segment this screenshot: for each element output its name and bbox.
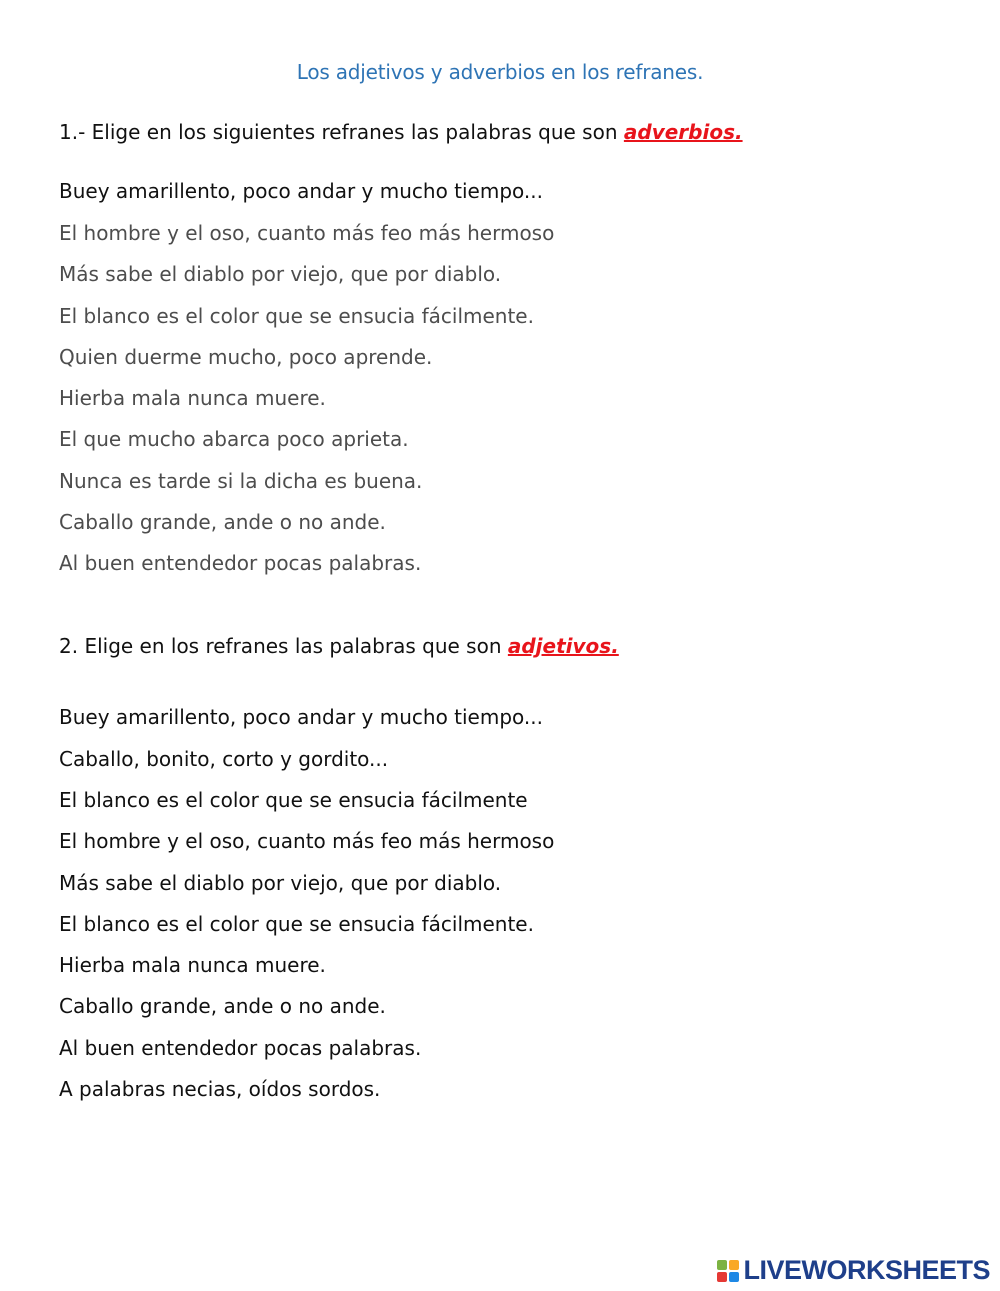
section2-line: Más sabe el diablo por viejo, que por diablo.: [59, 871, 502, 895]
section1-line: Quien duerme mucho, poco aprende.: [59, 345, 433, 369]
section1-heading: [59, 120, 743, 144]
section2-line: Caballo, bonito, corto y gordito...: [59, 747, 389, 771]
section1-line: Hierba mala nunca muere.: [59, 386, 326, 410]
section2-line: El blanco es el color que se ensucia fácilmente: [59, 788, 528, 812]
section2-line: Hierba mala nunca muere.: [59, 953, 326, 977]
section1-line: El blanco es el color que se ensucia fácilmente.: [59, 304, 534, 328]
logo-mark-icon: [717, 1260, 739, 1282]
worksheet-title: Los adjetivos y adverbios en los refranes.: [296, 60, 704, 84]
logo-square: [717, 1272, 727, 1282]
section2-line: A palabras necias, oídos sordos.: [59, 1077, 381, 1101]
logo-square: [729, 1272, 739, 1282]
section1-line: El que mucho abarca poco aprieta.: [59, 427, 409, 451]
section2-heading: [59, 634, 619, 658]
section1-line: Al buen entendedor pocas palabras.: [59, 551, 422, 575]
section1-line: Nunca es tarde si la dicha es buena.: [59, 469, 423, 493]
logo-square: [717, 1260, 727, 1270]
logo-text: LIVEWORKSHEETS: [743, 1255, 990, 1285]
logo-square: [729, 1260, 739, 1270]
section2-line: Caballo grande, ande o no ande.: [59, 994, 386, 1018]
section2-line: Al buen entendedor pocas palabras.: [59, 1036, 422, 1060]
section1-line: Caballo grande, ande o no ande.: [59, 510, 386, 534]
section1-line: El hombre y el oso, cuanto más feo más hermoso: [59, 221, 555, 245]
section2-line: El blanco es el color que se ensucia fácilmente.: [59, 912, 534, 936]
section2-line: Buey amarillento, poco andar y mucho tiempo...: [59, 705, 543, 729]
section1-instruction: 1.- Elige en los siguientes refranes las palabras que son: [59, 120, 624, 144]
section1-line: Más sabe el diablo por viejo, que por diablo.: [59, 262, 502, 286]
section2-instruction: 2. Elige en los refranes las palabras que son: [59, 634, 508, 658]
liveworksheets-logo: [717, 1255, 990, 1286]
section1-line: Buey amarillento, poco andar y mucho tiempo...: [59, 179, 543, 203]
section1-keyword: adverbios.: [623, 120, 743, 144]
section2-line: El hombre y el oso, cuanto más feo más hermoso: [59, 829, 555, 853]
section2-keyword: adjetivos.: [507, 634, 619, 658]
